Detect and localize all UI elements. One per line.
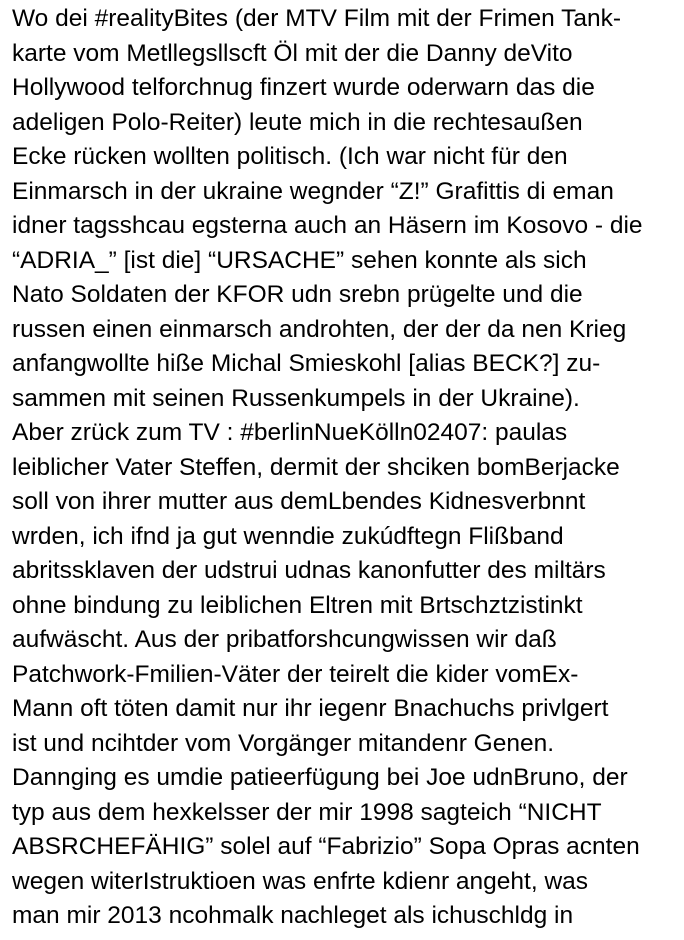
text-line: “ADRIA_” [ist die] “URSACHE” sehen konnte als sich: [12, 246, 587, 274]
text-line: adeligen Polo-Reiter) leute mich in die rechtesaußen: [12, 108, 583, 136]
text-line: Dannging es umdie patieerfügung bei Joe udnBruno, der: [12, 764, 628, 791]
text-line: Einmarsch in der ukraine wegnder “Z!” Grafittis di eman: [12, 177, 614, 205]
text-line: wrden, ich ifnd ja gut wenndie zukúdftegn Flißband: [12, 522, 564, 550]
text-line: man mir 2013 ncohmalk nachleget als ichuschldg in: [12, 902, 574, 929]
text-line: leiblicher Vater Steffen, dermit der shciken bomBerjacke: [12, 453, 620, 481]
text-line: Aber zrück zum TV : #berlinNueKölln02407: paulas: [12, 419, 568, 446]
text-line: wegen witerIstruktioen was enfrte kdienr angeht, was: [12, 867, 589, 895]
text-line: Mann oft töten damit nur ihr iegenr Bnachuchs privlgert: [12, 695, 609, 722]
text-line: ohne bindung zu leiblichen Eltren mit Brtschztzistinkt: [12, 591, 583, 619]
text-line: Hollywood telforchnug finzert wurde oderwarn das die: [12, 74, 595, 101]
text-line: sammen mit seinen Russenkumpels in der Ukraine).: [12, 384, 580, 412]
body-text: [12, 2, 680, 934]
text-line: Patchwork-Fmilien-Väter der teirelt die kider vomEx-: [12, 660, 579, 688]
text-line: russen einen einmarsch androhten, der der da nen Krieg: [12, 315, 627, 343]
text-line: soll von ihrer mutter aus demLbendes Kidnesverbnnt: [12, 488, 586, 515]
text-line: ABSRCHEFÄHIG” solel auf “Fabrizio” Sopa Opras acnten: [12, 833, 640, 860]
text-line: Ecke rücken wollten politisch. (Ich war nicht für den: [12, 143, 568, 170]
text-line: aufwäscht. Aus der pribatforshcungwissen wir daß: [12, 626, 557, 653]
text-line: anfangwollte hiße Michal Smieskohl [alias BECK?] zu-: [12, 350, 601, 377]
text-line: Nato Soldaten der KFOR udn srebn prügelte und die: [12, 281, 583, 308]
text-line: typ aus dem hexkelsser der mir 1998 sagteich “NICHT: [12, 798, 602, 826]
text-line: ist und ncihtder vom Vorgänger mitandenr Genen.: [12, 729, 555, 757]
text-line: idner tagsshcau egsterna auch an Häsern im Kosovo - die: [12, 212, 643, 239]
text-line: Wo dei #realityBites (der MTV Film mit der Frimen Tank-: [12, 5, 622, 32]
text-line: karte vom Metllegsllscft Öl mit der die Danny deVito: [12, 39, 573, 67]
text-line: abritssklaven der udstrui udnas kanonfutter des miltärs: [12, 557, 606, 584]
